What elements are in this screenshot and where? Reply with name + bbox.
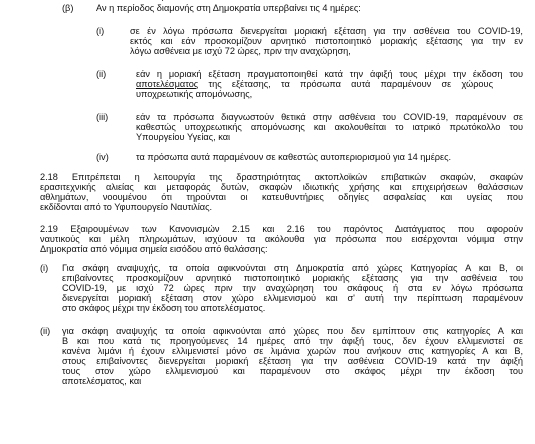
item-219-i-line-4: διενεργείται μοριακή εξέταση στον χώρο ελλιμενισμού και σ' αυτή την περίπτωση παραμένουν (62, 293, 523, 303)
item-b-iii-line-2: καθεστώς υποχρεωτικής απομόνωσης και ακολουθείται το ιατρικό πρωτόκολλο του (136, 122, 523, 132)
item-b-iv-marker: (iv) (96, 152, 109, 162)
item-b-i-line-1: σε έν λόγω πρόσωπα διενεργείται μοριακή εξέταση για την ασθένεια του COVID-19, (130, 26, 523, 36)
section-b-marker: (β) (62, 3, 74, 13)
item-219-ii-line-2: Β και που κατά τις προηγούμενες 14 ημέρες από την άφιξή τους, δεν έχουν ελλιμενιστεί σε (62, 336, 523, 346)
para-2-18-line-4: εκδίδονται από το Υφυπουργείο Ναυτιλίας. (40, 202, 213, 212)
item-219-ii-line-3: κανένα λιμάνι ή έχουν ελλιμενιστεί μόνο σε λιμάνια χωρών που ανήκουν στις κατηγορίες Α και Β, (62, 346, 523, 356)
item-219-ii-line-5: τους στον χώρο ελλιμενισμού και παραμένουν στο σκάφος μέχρι την έκδοση του (62, 366, 523, 376)
item-219-ii-line-1: για σκάφη αναψυχής τα οποία αφικνούνται από χώρες που δεν εμπίπτουν στις κατηγορίες Α και (62, 326, 523, 336)
item-b-ii-line-1: εάν η μοριακή εξέταση πραγματοποιηθεί κατά την άφιξή τους μέχρι την έκδοση του (136, 69, 523, 79)
item-219-i-line-3: COVID-19, με ισχύ 72 ώρες πριν την αναχώρηση του σκάφους ή στα εν λόγω πρόσωπα (62, 283, 523, 293)
cut-off-top-line (96, 0, 206, 1)
item-219-ii-marker: (ii) (40, 326, 51, 336)
item-b-iii-line-1: εάν τα πρόσωπα διαγνωστούν θετικά στην ασθένεια του COVID-19, παραμένουν σε (136, 112, 523, 122)
item-b-iii-marker: (iii) (96, 112, 109, 122)
item-b-ii-marker: (ii) (96, 69, 107, 79)
para-2-19-line-3: Δημοκρατία από νόμιμα σημεία εισόδου από θαλάσσης: (40, 244, 268, 254)
para-2-19-line-1: 2.19 Εξαιρουμένων των Κανονισμών 2.15 και 2.16 του παρόντος Διατάγματος που αφορούν (40, 224, 523, 234)
item-b-i-line-2: εκτός και εάν προσκομίζουν αρνητικό πιστοποιητικό μοριακής εξέτασης για την εν (130, 36, 523, 46)
item-219-i-line-2: επιβαίνοντες προσκομίζουν αρνητικό πιστοποιητικό μοριακής εξέτασης για την ασθένεια του (62, 273, 523, 283)
item-b-ii-line-3: υποχρεωτικής απομόνωσης, (136, 89, 253, 99)
item-219-i-marker: (i) (40, 263, 49, 273)
item-b-iv-line-1: τα πρόσωπα αυτά παραμένουν σε καθεστώς αυτοπεριορισμού για 14 ημέρες. (136, 152, 452, 162)
para-2-18-line-1: 2.18 Επιτρέπεται η λειτουργία της δραστηριότητας ακτοπλοϊκών επιβατικών σκαφών, σκαφών (40, 172, 523, 182)
cut-off-text (96, 0, 185, 1)
para-2-18-line-3: αθλημάτων, νοουμένου ότι τηρούνται οι κατευθυντήριες οδηγίες ασφαλείας και υγείας που (40, 192, 523, 202)
para-2-19-line-2: ναυτικούς και μέλη πληρωμάτων, ισχύουν τα ακόλουθα για πρόσωπα που εισέρχονται νόμιμα στην (40, 234, 523, 244)
item-219-i-line-1: Για σκάφη αναψυχής, τα οποία αφικνούνται στη Δημοκρατία από χώρες Κατηγορίας Α και Β, οι (62, 263, 523, 273)
para-2-18-line-2: ερασιτεχνικής αλιείας και μεταφοράς δυτών, σκαφών ιδιωτικής χρήσης και επιχειρήσεων θαλάσσιων (40, 182, 523, 192)
item-b-iii-line-3: Υπουργείου Υγείας, και (136, 132, 231, 142)
item-219-i-line-5: στο σκάφος μέχρι την έκδοση του αποτελέσματος. (62, 303, 266, 313)
item-219-ii-line-6: αποτελέσματος, και (62, 376, 142, 386)
item-b-ii-line-2: αποτελέσματος της εξέτασης, τα πρόσωπα αυτά παραμένουν σε χώρους (136, 79, 493, 89)
underlined-word: αποτελέσματος (136, 79, 199, 89)
item-b-i-marker: (i) (96, 26, 105, 36)
item-219-ii-line-4: στους επιβαίνοντες διενεργείται μοριακή εξέταση για την ασθένεια COVID-19 κατά την άφιξή (62, 356, 523, 366)
item-b-i-line-3: λόγω ασθένεια με ισχύ 72 ώρες, πριν την αναχώρηση, (130, 46, 351, 56)
section-b-intro: Αν η περίοδος διαμονής στη Δημοκρατία υπερβαίνει τις 4 ημέρες: (96, 3, 361, 13)
